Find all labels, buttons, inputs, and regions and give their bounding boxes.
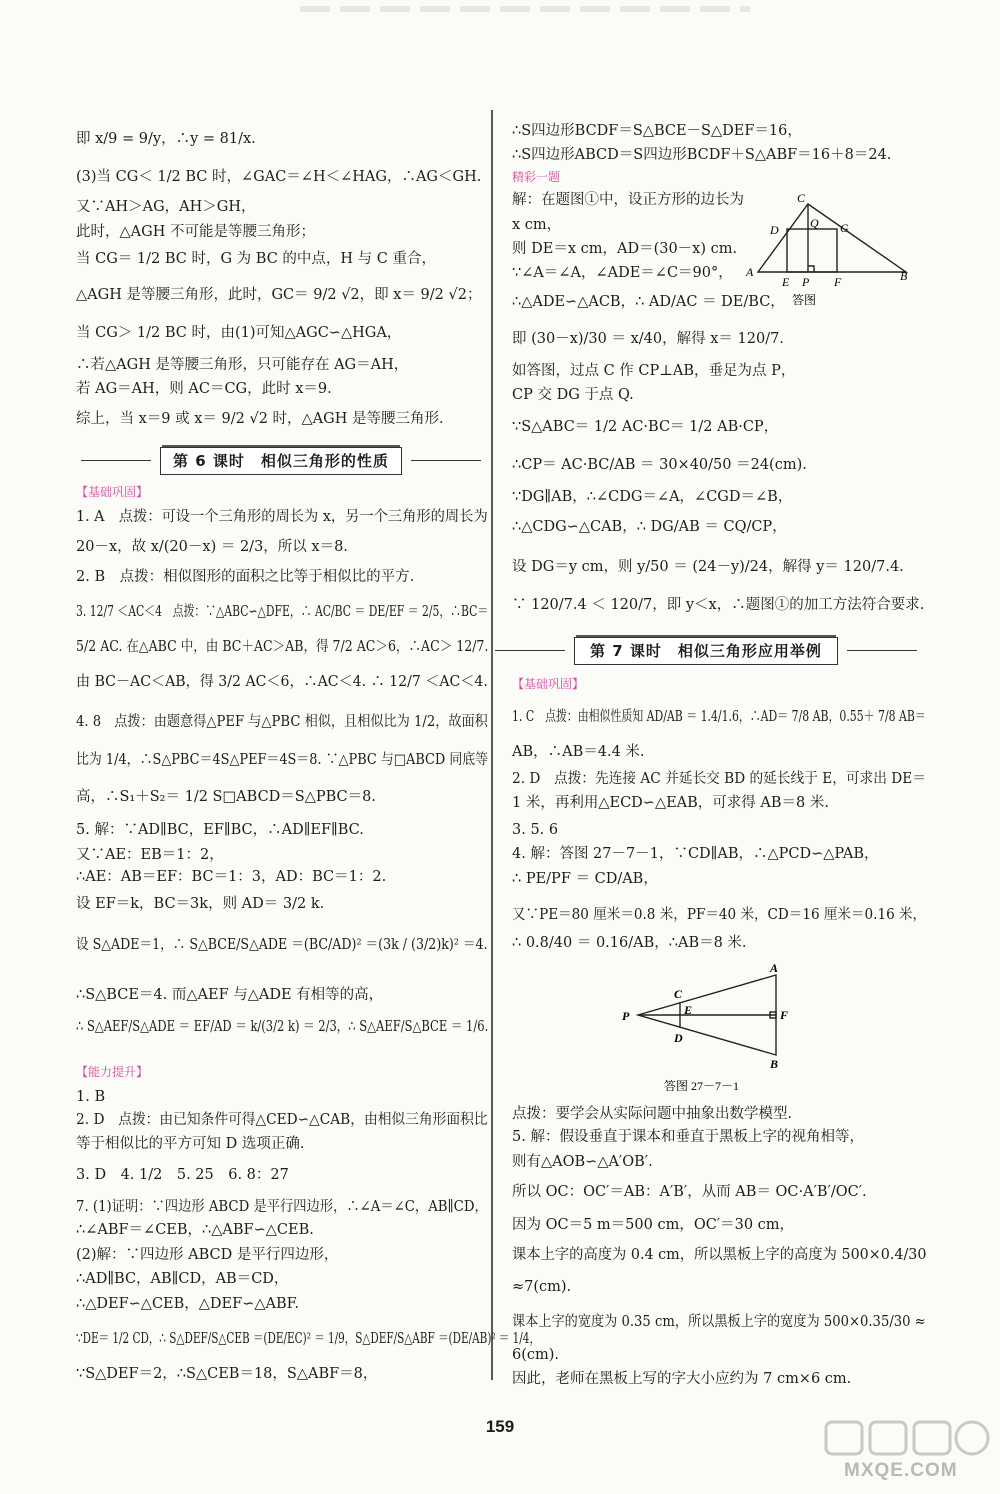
right-angle-mark	[808, 266, 814, 272]
text-line: 如答图，过点 C 作 CP⊥AB，垂足为点 P，	[512, 363, 796, 379]
text-line: 1. A 点拨：可设一个三角形的周长为 x，另一个三角形的周长为	[76, 509, 488, 525]
label-g: G	[840, 221, 849, 235]
text-line: ∴∠ABF＝∠CEB，∴△ABF∽△CEB.	[76, 1222, 314, 1238]
page-number: 159	[485, 1417, 515, 1436]
text-line: 设 S△ADE＝1，∴ S△BCE/S△ADE ＝(BC/AD)² ＝(3k / (3/2)k)² ＝4.	[76, 937, 488, 953]
label-p: P	[622, 1009, 630, 1023]
text-line: ∵∠A＝∠A，∠ADE＝∠C＝90°，	[512, 265, 733, 281]
text-line: 等于相似比的平方可知 D 选项正确.	[76, 1136, 305, 1152]
section-tag: 【能力提升】	[76, 1065, 149, 1079]
text-line: 此时，△AGH 不可能是等腰三角形；	[76, 224, 315, 240]
column-divider	[491, 110, 493, 1380]
section-tag: 精彩一题	[512, 170, 561, 184]
watermark-text: MXQE.COM	[844, 1460, 958, 1481]
label-c: C	[797, 191, 806, 205]
text-line: 20－x，故 x/(20－x) ＝ 2/3，所以 x＝8.	[76, 539, 348, 555]
section-title-lesson-7: 第 7 课时 相似三角形应用举例	[574, 637, 838, 665]
text-line: 5/2 AC. 在△ABC 中，由 BC＋AC＞AB，得 7/2 AC＞6，∴AC＞ 12/7.	[76, 639, 489, 655]
text-line: 若 AG＝AH，则 AC＝CG，此时 x＝9.	[76, 381, 332, 397]
text-line: 高，∴S₁＋S₂＝ 1/2 S□ABCD＝S△PBC＝8.	[76, 789, 376, 805]
answer-figure-triangle-square	[740, 190, 920, 310]
text-line: 当 CG＝ 1/2 BC 时，G 为 BC 的中点，H 与 C 重合，	[76, 251, 436, 267]
text-line: ≈7(cm).	[512, 1279, 572, 1295]
text-line: 6(cm).	[512, 1347, 560, 1363]
label-b: B	[770, 1057, 779, 1071]
text-line: 设 EF＝k，BC＝3k，则 AD＝ 3/2 k.	[76, 896, 325, 912]
text-line: ∴△CDG∽△CAB，∴ DG/AB ＝ CQ/CP，	[512, 519, 787, 535]
label-p: P	[802, 275, 810, 289]
text-line: 当 CG＞ 1/2 BC 时，由(1)可知△AGC∽△HGA，	[76, 325, 402, 341]
answer-figure-27-7-1	[610, 960, 830, 1095]
text-line: ∵S△ABC＝ 1/2 AC·BC＝ 1/2 AB·CP，	[512, 419, 779, 435]
text-line: ∴AE：AB＝EF：BC＝1：3，AD：BC＝1：2.	[76, 869, 387, 885]
text-line: CP 交 DG 于点 Q.	[512, 387, 634, 403]
triangle-abc	[758, 204, 906, 272]
figure1-caption: 答图	[792, 293, 817, 307]
text-line: 因此，老师在黑板上写的字大小应约为 7 cm×6 cm.	[512, 1371, 852, 1387]
text-line: 解：在题图①中，设正方形的边长为	[512, 192, 744, 208]
text-line: ∵DE＝ 1/2 CD，∴ S△DEF/S△CEB ＝(DE/EC)² ＝ 1/9，S△DEF/S△ABF ＝(DE/AB)² ＝ 1/4，	[76, 1331, 540, 1347]
text-line: ∴ PE/PF ＝ CD/AB，	[512, 871, 658, 887]
text-line: 4. 解：答图 27－7－1，∵CD∥AB，∴△PCD∽△PAB，	[512, 846, 879, 862]
text-line: 则 DE＝x cm，AD＝(30－x) cm.	[512, 241, 738, 257]
text-line: ∵S△DEF＝2，∴S△CEB＝18，S△ABF＝8，	[76, 1366, 378, 1382]
section-title-lesson-6: 第 6 课时 相似三角形的性质	[160, 447, 402, 475]
text-line: 点拨：要学会从实际问题中抽象出数学模型.	[512, 1106, 793, 1122]
text-line: ∴S四边形ABCD＝S四边形BCDF＋S△ABF＝16＋8＝24.	[512, 147, 892, 163]
text-line: 设 DG＝y cm，则 y/50 ＝ (24－y)/24，解得 y＝ 120/7.4.	[512, 559, 904, 575]
text-line: △AGH 是等腰三角形，此时，GC＝ 9/2 √2，即 x＝ 9/2 √2；	[76, 287, 482, 303]
text-line: AB，∴AB＝4.4 米.	[512, 744, 645, 760]
text-line: 则有△AOB∽△A′OB′.	[512, 1154, 653, 1170]
figure2-caption: 答图 27－7－1	[664, 1079, 740, 1093]
text-line: 5. 解：假设垂直于课本和垂直于黑板上字的视角相等，	[512, 1129, 864, 1145]
label-c: C	[674, 987, 683, 1001]
section-tag: 【基础巩固】	[76, 485, 149, 499]
text-line: 即 x/9 = 9/y，∴y = 81/x.	[76, 131, 256, 147]
text-line: (2)解：∵四边形 ABCD 是平行四边形，	[76, 1247, 339, 1263]
text-line: 又∵AH＞AG，AH＞GH，	[76, 199, 256, 215]
text-line: 课本上字的宽度为 0.35 cm，所以黑板上字的宽度为 500×0.35/30 ≈	[512, 1314, 926, 1330]
text-line: 课本上字的高度为 0.4 cm，所以黑板上字的高度为 500×0.4/30	[512, 1247, 927, 1263]
label-d: D	[770, 223, 779, 237]
text-line: 又∵AE：EB＝1：2，	[76, 847, 224, 863]
text-line: 又∵PE＝80 厘米＝0.8 米，PF＝40 米，CD＝16 厘米＝0.16 米，	[512, 907, 927, 923]
text-line: 2. D 点拨：先连接 AC 并延长交 BD 的延长线于 E，可求出 DE＝	[512, 771, 926, 787]
text-line: ∴CP＝ AC·BC/AB ＝ 30×40/50 ＝24(cm).	[512, 457, 807, 473]
text-line: 由 BC－AC＜AB，得 3/2 AC＜6，∴AC＜4. ∴ 12/7 ＜AC＜4.	[76, 674, 488, 690]
text-line: 5. 解：∵AD∥BC，EF∥BC，∴AD∥EF∥BC.	[76, 822, 364, 838]
text-line: 3. 5. 6	[512, 822, 559, 838]
text-line: ∴△DEF∽△CEB，△DEF∽△ABF.	[76, 1296, 300, 1312]
label-f: F	[834, 275, 842, 289]
label-b: B	[900, 269, 908, 283]
text-line: 3. D 4. 1/2 5. 25 6. 8：27	[76, 1167, 289, 1183]
text-line: 即 (30－x)/30 ＝ x/40，解得 x＝ 120/7.	[512, 331, 784, 347]
text-line: 因为 OC＝5 m＝500 cm，OC′＝30 cm，	[512, 1217, 795, 1233]
label-a: A	[746, 265, 754, 279]
section-tag: 【基础巩固】	[512, 677, 585, 691]
text-line: 所以 OC：OC′＝AB：A′B′，从而 AB＝ OC·A′B′/OC′.	[512, 1184, 867, 1200]
text-line: ∴△ADE∽△ACB，∴ AD/AC ＝ DE/BC，	[512, 294, 785, 310]
text-line: (3)当 CG＜ 1/2 BC 时，∠GAC＝∠H＜∠HAG，∴AG＜GH.	[76, 169, 482, 185]
label-e: E	[782, 275, 790, 289]
text-line: ∴ S△AEF/S△ADE ＝ EF/AD ＝ k/(3/2 k) ＝ 2/3，∴ S△AEF/S△BCE ＝ 1/6.	[76, 1019, 489, 1035]
text-line: 比为 1/4，∴S△PBC＝4S△PEF＝4S＝8. ∵△PBC 与□ABCD 同底等	[76, 752, 489, 768]
text-line: ∴S四边形BCDF＝S△BCE－S△DEF＝16，	[512, 123, 802, 139]
text-line: 7. (1)证明：∵四边形 ABCD 是平行四边形，∴∠A＝∠C，AB∥CD，	[76, 1199, 488, 1215]
text-line: 综上，当 x＝9 或 x＝ 9/2 √2 时，△AGH 是等腰三角形.	[76, 411, 444, 427]
text-line: ∵ 120/7.4 ＜ 120/7，即 y＜x，∴题图①的加工方法符合要求.	[512, 597, 925, 613]
label-f: F	[780, 1008, 789, 1022]
text-line: 2. B 点拨：相似图形的面积之比等于相似比的平方.	[76, 569, 415, 585]
text-line: 1. C 点拨：由相似性质知 AD/AB ＝ 1.4/1.6，∴AD＝ 7/8 AB，0.55＋ 7/8 AB＝	[512, 709, 926, 725]
text-line: ∵DG∥AB，∴∠CDG＝∠A，∠CGD＝∠B，	[512, 489, 793, 505]
text-line: x cm，	[512, 217, 562, 233]
text-line: 1 米，再利用△ECD∽△EAB，可求得 AB＝8 米.	[512, 795, 829, 811]
label-a: A	[770, 961, 779, 975]
text-line: ∴S△BCE＝4. 而△AEF 与△ADE 有相等的高，	[76, 987, 384, 1003]
text-line: 3. 12/7 ＜AC＜4 点拨：∵△ABC∽△DFE，∴ AC/BC ＝ DE/EF ＝ 2/5，∴BC＝	[76, 604, 489, 620]
label-d: D	[674, 1031, 683, 1045]
text-line: 2. D 点拨：由已知条件可得△CED∽△CAB，由相似三角形面积比	[76, 1112, 488, 1128]
label-q: Q	[810, 216, 819, 230]
text-line: ∴ 0.8/40 ＝ 0.16/AB，∴AB＝8 米.	[512, 935, 747, 951]
text-line: ∴AD∥BC，AB∥CD，AB＝CD，	[76, 1271, 289, 1287]
label-e: E	[684, 1003, 693, 1017]
text-line: 1. B	[76, 1089, 106, 1105]
scan-top-artifact	[300, 6, 750, 12]
text-line: ∴若△AGH 是等腰三角形，只可能存在 AG＝AH，	[76, 357, 409, 373]
text-line: 4. 8 点拨：由题意得△PEF 与△PBC 相似，且相似比为 1/2，故面积	[76, 714, 488, 730]
